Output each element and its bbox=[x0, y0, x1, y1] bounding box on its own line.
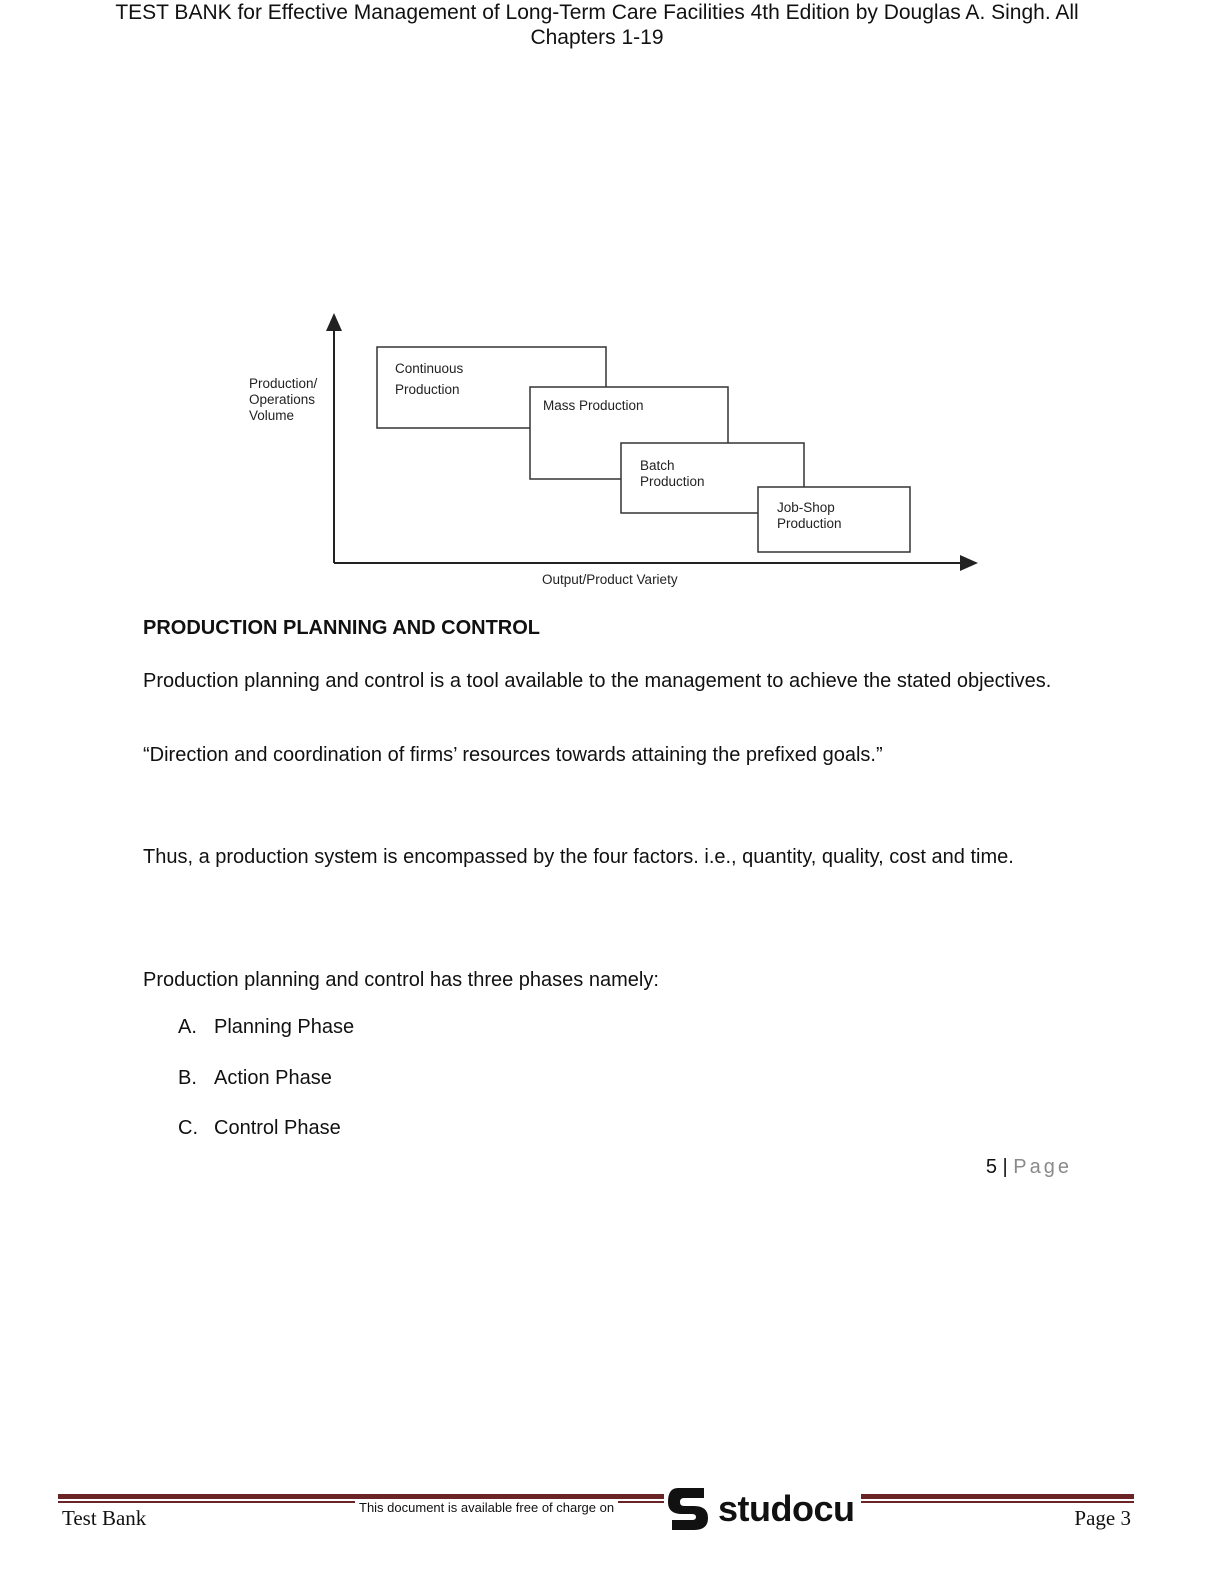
header-line-2: Chapters 1-19 bbox=[530, 26, 664, 49]
studocu-logo-icon bbox=[664, 1484, 712, 1534]
list-marker: C. bbox=[178, 1117, 198, 1139]
header-line-1: TEST BANK for Effective Management of Long-Term Care Facilities 4th Edition by Douglas A. Singh. All bbox=[115, 1, 1079, 24]
box-batch-label-2: Production bbox=[640, 474, 705, 489]
section-title: PRODUCTION PLANNING AND CONTROL bbox=[143, 617, 541, 639]
definition-quote: “Direction and coordination of firms’ resources towards attaining the prefixed goals.” bbox=[143, 744, 883, 766]
factors-paragraph: Thus, a production system is encompassed by the four factors. i.e., quantity, quality, cost and time. bbox=[143, 846, 1014, 868]
page-word: Page bbox=[1013, 1156, 1072, 1178]
list-item bbox=[178, 1016, 354, 1067]
box-mass-label: Mass Production bbox=[543, 398, 644, 413]
footer-page-number: Page 3 bbox=[1074, 1506, 1131, 1530]
diagram-svg bbox=[240, 312, 980, 592]
page-separator: | bbox=[1002, 1156, 1008, 1178]
list-item-label: Planning Phase bbox=[214, 1016, 355, 1038]
studocu-logo[interactable] bbox=[664, 1484, 861, 1534]
list-item bbox=[178, 1117, 354, 1168]
list-item bbox=[178, 1067, 354, 1118]
document-header bbox=[60, 0, 1134, 50]
production-types-diagram bbox=[240, 312, 980, 592]
box-jobshop-label-1: Job-Shop bbox=[777, 500, 835, 515]
box-jobshop-label-2: Production bbox=[777, 516, 842, 531]
list-item-label: Action Phase bbox=[214, 1066, 332, 1089]
x-axis-label: Output/Product Variety bbox=[542, 572, 678, 587]
box-continuous-label-2: Production bbox=[395, 382, 460, 397]
y-axis-label-1: Production/ bbox=[249, 376, 318, 391]
page-number: 5 bbox=[985, 1156, 997, 1178]
list-item-label: Control Phase bbox=[214, 1117, 341, 1139]
footer-rule bbox=[58, 1494, 1134, 1499]
list-marker: A. bbox=[178, 1016, 197, 1038]
inner-page-number bbox=[986, 1156, 1072, 1179]
availability-note: This document is available free of charge on bbox=[355, 1500, 618, 1515]
phase-list bbox=[178, 1016, 354, 1168]
y-axis-label-2: Operations bbox=[249, 392, 316, 407]
list-marker: B. bbox=[178, 1066, 197, 1089]
studocu-wordmark: studocu bbox=[718, 1488, 855, 1529]
box-continuous-label-1: Continuous bbox=[395, 361, 464, 376]
footer-left-text: Test Bank bbox=[62, 1506, 147, 1530]
phases-intro: Production planning and control has three phases namely: bbox=[143, 969, 659, 991]
intro-paragraph: Production planning and control is a tool available to the management to achieve the stated objectives. bbox=[143, 670, 1052, 692]
box-batch-label-1: Batch bbox=[640, 458, 675, 473]
y-axis-label-3: Volume bbox=[249, 408, 295, 423]
